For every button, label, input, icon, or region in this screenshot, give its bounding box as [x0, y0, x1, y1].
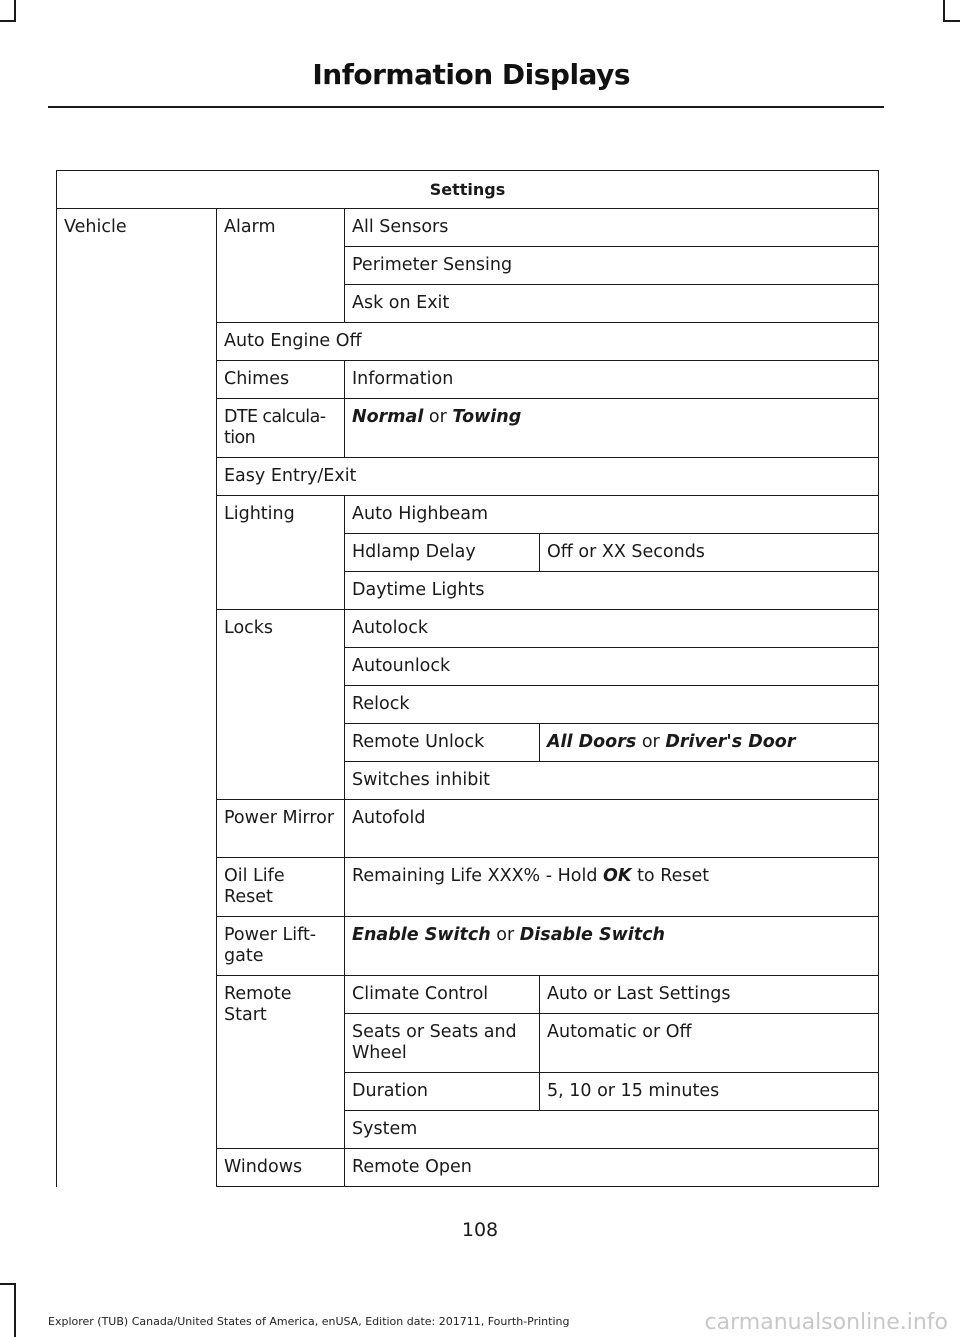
footer-text: Explorer (TUB) Canada/United States of America, enUSA, Edition date: 201711, Fourth-Printing [48, 1315, 570, 1328]
auto-engine-off-cell: Auto Engine Off [217, 323, 879, 361]
crop-mark [14, 1283, 16, 1337]
oil-life-cell: Oil Life Reset [217, 858, 345, 917]
title-rule [48, 106, 884, 108]
crop-mark [14, 0, 16, 22]
easy-entry-cell: Easy Entry/Exit [217, 458, 879, 496]
drivers-door-label: Driver's Door [665, 732, 796, 752]
remote-unlock-value-cell [540, 724, 879, 762]
perimeter-cell: Perimeter Sensing [345, 247, 879, 285]
crop-mark [0, 20, 16, 22]
or-label: or [496, 925, 515, 945]
auto-highbeam-cell: Auto Highbeam [345, 496, 879, 534]
climate-cell: Climate Control [345, 976, 540, 1014]
autounlock-cell: Autounlock [345, 648, 879, 686]
all-doors-label: All Doors [547, 732, 637, 752]
duration-cell: Duration [345, 1073, 540, 1111]
crop-mark [0, 1283, 16, 1285]
duration-value-cell: 5, 10 or 15 minutes [540, 1073, 879, 1111]
climate-value-cell: Auto or Last Settings [540, 976, 879, 1014]
liftgate-cell: Power Lift-gate [217, 917, 345, 976]
or-label: or [641, 732, 660, 752]
table-heading: Settings [57, 171, 879, 209]
dte-value-cell [345, 399, 879, 458]
lighting-cell: Lighting [217, 496, 345, 610]
settings-table [56, 170, 878, 1187]
remote-open-cell: Remote Open [345, 1149, 879, 1187]
power-mirror-cell: Power Mirror [217, 800, 345, 858]
ask-exit-cell: Ask on Exit [345, 285, 879, 323]
hdlamp-delay-cell: Hdlamp Delay [345, 534, 540, 572]
remote-unlock-cell: Remote Unlock [345, 724, 540, 762]
locks-cell: Locks [217, 610, 345, 800]
or-label: or [428, 407, 447, 427]
liftgate-value-cell [345, 917, 879, 976]
hdlamp-value-cell: Off or XX Seconds [540, 534, 879, 572]
seats-value-cell: Automatic or Off [540, 1014, 879, 1073]
page-title: Information Displays [312, 58, 630, 91]
switches-cell: Switches inhibit [345, 762, 879, 800]
autofold-cell: Autofold [345, 800, 879, 858]
seats-cell: Seats or Seats and Wheel [345, 1014, 540, 1073]
all-sensors-cell: All Sensors [345, 209, 879, 247]
table-row [57, 209, 879, 247]
autolock-cell: Autolock [345, 610, 879, 648]
remote-start-cell: Remote Start [217, 976, 345, 1149]
dte-label: DTE calcula-tion [224, 407, 326, 448]
towing-label: Towing [452, 407, 522, 427]
ok-label: OK [603, 866, 632, 886]
crop-mark [943, 20, 960, 22]
disable-switch-label: Disable Switch [519, 925, 665, 945]
crop-mark [943, 0, 945, 22]
oil-life-value-cell [345, 858, 879, 917]
system-cell: System [345, 1111, 879, 1149]
oil-text-pre: Remaining Life XXX% - Hold [352, 866, 598, 886]
relock-cell: Relock [345, 686, 879, 724]
information-cell: Information [345, 361, 879, 399]
vehicle-cell: Vehicle [57, 209, 217, 1187]
daytime-cell: Daytime Lights [345, 572, 879, 610]
alarm-cell: Alarm [217, 209, 345, 323]
dte-cell [217, 399, 345, 458]
normal-label: Normal [352, 407, 424, 427]
windows-cell: Windows [217, 1149, 345, 1187]
oil-text-post: to Reset [637, 866, 710, 886]
enable-switch-label: Enable Switch [352, 925, 491, 945]
chimes-cell: Chimes [217, 361, 345, 399]
watermark: carmanualsonline.info [704, 1310, 948, 1335]
page-number: 108 [461, 1219, 499, 1241]
